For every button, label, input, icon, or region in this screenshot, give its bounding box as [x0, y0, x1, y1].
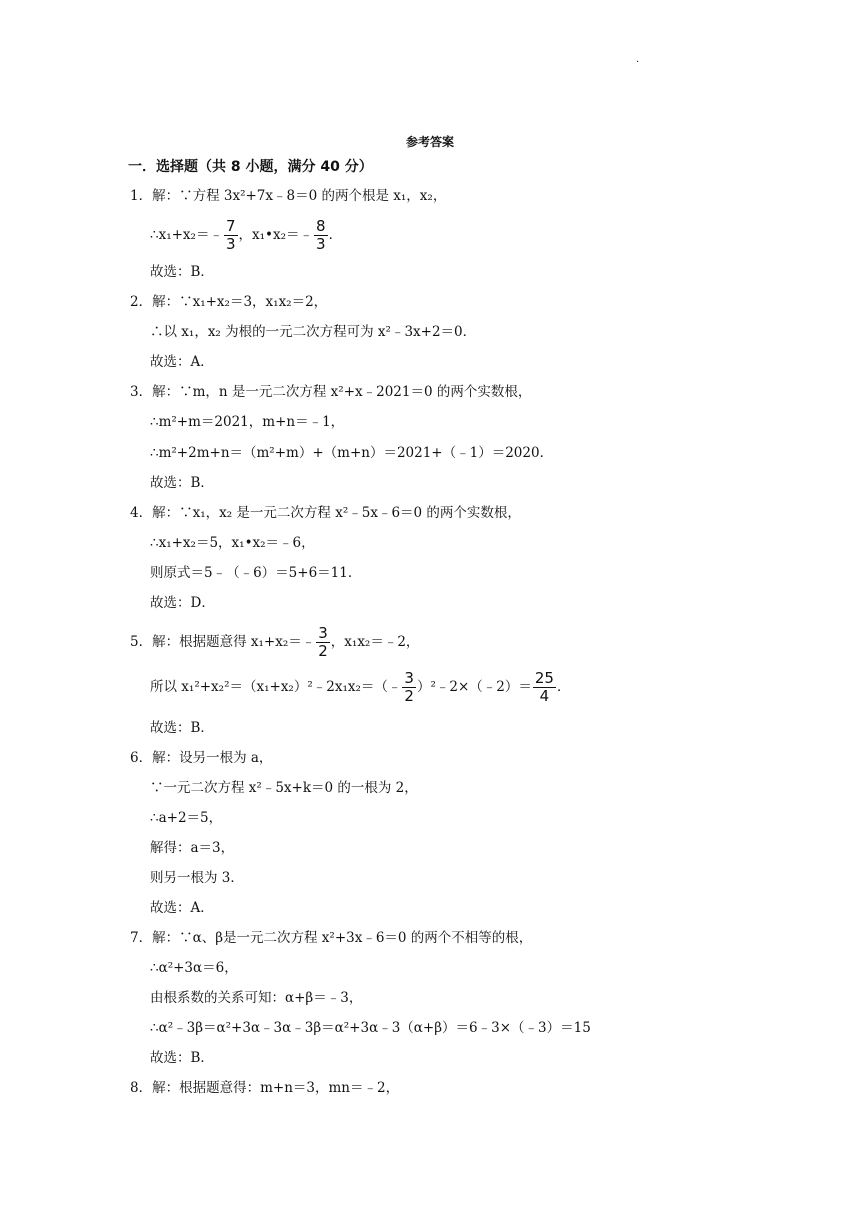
q6-answer: 故选：A．: [150, 900, 214, 916]
q1-frac2-num: 8: [316, 217, 326, 235]
q3-line-3: ∴m²+2m+n＝（m²+m）+（m+n）＝2021+（﹣1）＝2020．: [150, 445, 554, 461]
q2-answer: 故选：A．: [150, 354, 214, 370]
q4-line-1: 4．解：∵x₁，x₂ 是一元二次方程 x²﹣5x﹣6＝0 的两个实数根，: [130, 505, 521, 521]
q3-answer: 故选：B．: [150, 475, 214, 491]
q1-fraction-sum: [224, 218, 238, 253]
q5-frac3-den: 4: [539, 687, 550, 705]
corner-mark: ·: [636, 57, 640, 68]
q5-text-d: ）²﹣2×（﹣2）＝: [416, 679, 532, 695]
q7-line-2: ∴α²+3α＝6，: [150, 960, 238, 976]
q4-line-2: ∴x₁+x₂＝5，x₁•x₂＝﹣6，: [150, 535, 315, 551]
q1-fraction-product: [314, 218, 328, 253]
q8-line-1: 8．解：根据题意得：m+n＝3，mn＝﹣2，: [130, 1080, 400, 1096]
q6-line-2: ∵一元二次方程 x²﹣5x+k＝0 的一根为 2，: [150, 780, 418, 796]
q5-text-a: 5．解：根据题意得 x₁+x₂＝﹣: [130, 634, 316, 650]
q5-frac1-den: 2: [318, 642, 328, 660]
q1-text-b: ，x₁•x₂＝﹣: [238, 227, 314, 243]
q1-line-1: 1．解：∵方程 3x²+7x﹣8＝0 的两个根是 x₁，x₂，: [130, 188, 447, 204]
q4-answer: 故选：D．: [150, 595, 215, 611]
q5-line-1: [130, 625, 419, 660]
q1-frac1-num: 7: [225, 217, 236, 235]
q7-line-1: 7．解：∵α、β是一元二次方程 x²+3x﹣6＝0 的两个不相等的根，: [130, 930, 533, 946]
q1-answer: 故选：B．: [150, 264, 214, 280]
q7-line-3: 由根系数的关系可知：α+β＝﹣3，: [150, 990, 363, 1006]
q5-answer: 故选：B．: [150, 720, 214, 736]
q5-text-c: 所以 x₁²+x₂²＝（x₁+x₂）²﹣2x₁x₂＝（﹣: [150, 679, 402, 695]
q5-fraction-result: [533, 670, 556, 705]
q6-line-4: 解得：a＝3，: [150, 840, 235, 856]
q5-line-2: [150, 670, 570, 705]
q1-text-a: ∴x₁+x₂＝﹣: [150, 227, 223, 243]
q5-text-e: ．: [556, 679, 571, 695]
q3-line-1: 3．解：∵m，n 是一元二次方程 x²+x﹣2021＝0 的两个实数根，: [130, 384, 532, 400]
section-heading: 一．选择题（共 8 小题，满分 40 分）: [128, 159, 373, 175]
q5-frac3-num: 25: [534, 669, 554, 687]
q1-frac2-den: 3: [316, 235, 326, 253]
q6-line-1: 6．解：设另一根为 a，: [130, 750, 273, 766]
q3-line-2: ∴m²+m＝2021，m+n＝﹣1，: [150, 414, 345, 430]
page-title: 参考答案: [405, 135, 454, 149]
q1-line-2: [150, 218, 342, 253]
q5-frac2-den: 2: [404, 687, 414, 705]
q1-text-c: ．: [328, 227, 343, 243]
q5-fraction-sum: [316, 625, 330, 660]
q5-text-b: ，x₁x₂＝﹣2，: [330, 634, 420, 650]
q2-line-1: 2．解：∵x₁+x₂＝3，x₁x₂＝2，: [130, 294, 328, 310]
q6-line-5: 则另一根为 3．: [150, 870, 244, 886]
q7-answer: 故选：B．: [150, 1050, 214, 1066]
q4-line-3: 则原式＝5﹣（﹣6）＝5+6＝11．: [150, 565, 362, 581]
q5-frac1-num: 3: [318, 624, 328, 642]
q7-line-4: ∴α²﹣3β＝α²+3α﹣3α﹣3β＝α²+3α﹣3（α+β）＝6﹣3×（﹣3）＝15: [150, 1020, 591, 1036]
q2-line-2: ∴以 x₁，x₂ 为根的一元二次方程可为 x²﹣3x+2＝0．: [150, 324, 477, 340]
q5-frac2-num: 3: [404, 669, 414, 687]
q6-line-3: ∴a+2＝5，: [150, 810, 223, 826]
q1-frac1-den: 3: [225, 235, 236, 253]
q5-fraction-inner: [402, 670, 416, 705]
